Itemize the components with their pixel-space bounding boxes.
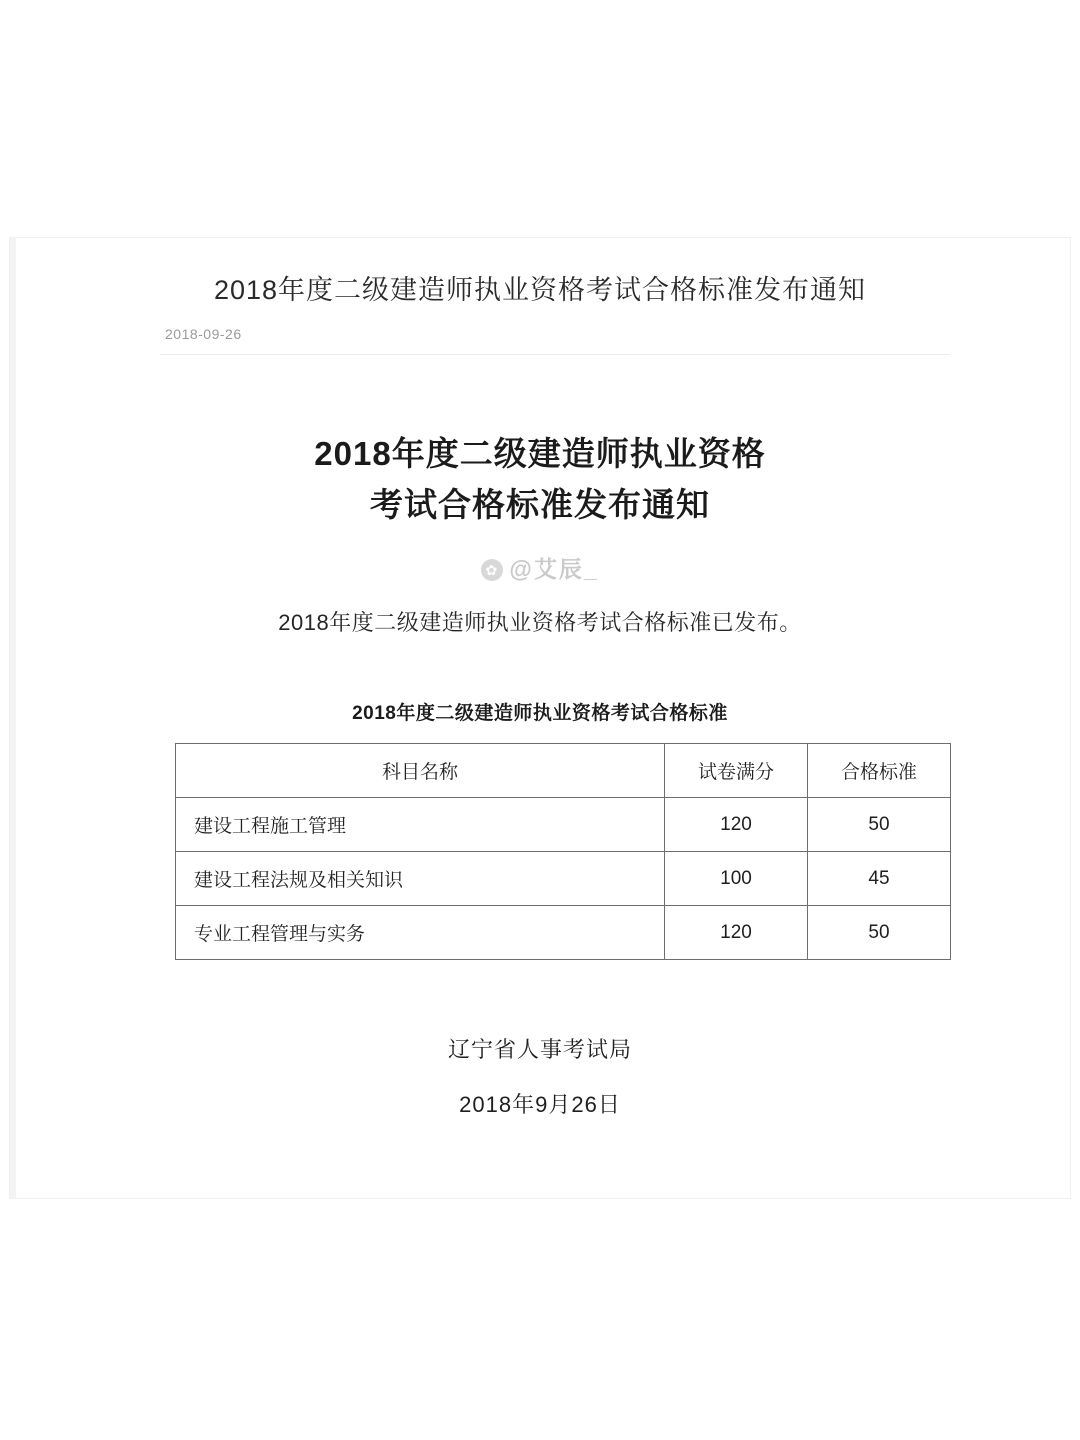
publish-date: 2018-09-26 xyxy=(165,326,242,342)
column-header-full-score: 试卷满分 xyxy=(665,744,808,798)
page-title: 2018年度二级建造师执业资格考试合格标准发布通知 xyxy=(213,275,867,305)
cell-full-score: 120 xyxy=(665,798,808,852)
document-heading-line2: 考试合格标准发布通知 xyxy=(370,486,710,524)
cell-full-score: 100 xyxy=(665,852,808,906)
signature-organization: 辽宁省人事考试局 xyxy=(447,1037,632,1062)
cell-full-score: 120 xyxy=(665,906,808,960)
watermark-text: @艾辰_ xyxy=(509,556,599,582)
cell-pass-score: 50 xyxy=(808,906,951,960)
table-row xyxy=(176,852,951,906)
pass-standard-table xyxy=(175,743,951,960)
lead-paragraph: 2018年度二级建造师执业资格考试合格标准已发布。 xyxy=(278,610,802,635)
table-header-row xyxy=(176,744,951,798)
document-heading xyxy=(10,428,1070,530)
table-row xyxy=(176,798,951,852)
signature-date: 2018年9月26日 xyxy=(459,1092,621,1117)
table-row xyxy=(176,906,951,960)
weibo-icon: ✿ xyxy=(481,559,503,581)
cell-subject: 建设工程法规及相关知识 xyxy=(176,852,665,906)
document-heading-line1: 2018年度二级建造师执业资格 xyxy=(314,435,766,472)
table-caption: 2018年度二级建造师执业资格考试合格标准 xyxy=(352,703,728,724)
cell-pass-score: 45 xyxy=(808,852,951,906)
cell-subject: 专业工程管理与实务 xyxy=(176,906,665,960)
header-divider xyxy=(160,354,950,355)
column-header-pass-score: 合格标准 xyxy=(808,744,951,798)
cell-pass-score: 50 xyxy=(808,798,951,852)
document-card xyxy=(10,238,1070,1198)
column-header-subject: 科目名称 xyxy=(176,744,665,798)
watermark xyxy=(10,551,1070,584)
cell-subject: 建设工程施工管理 xyxy=(176,798,665,852)
